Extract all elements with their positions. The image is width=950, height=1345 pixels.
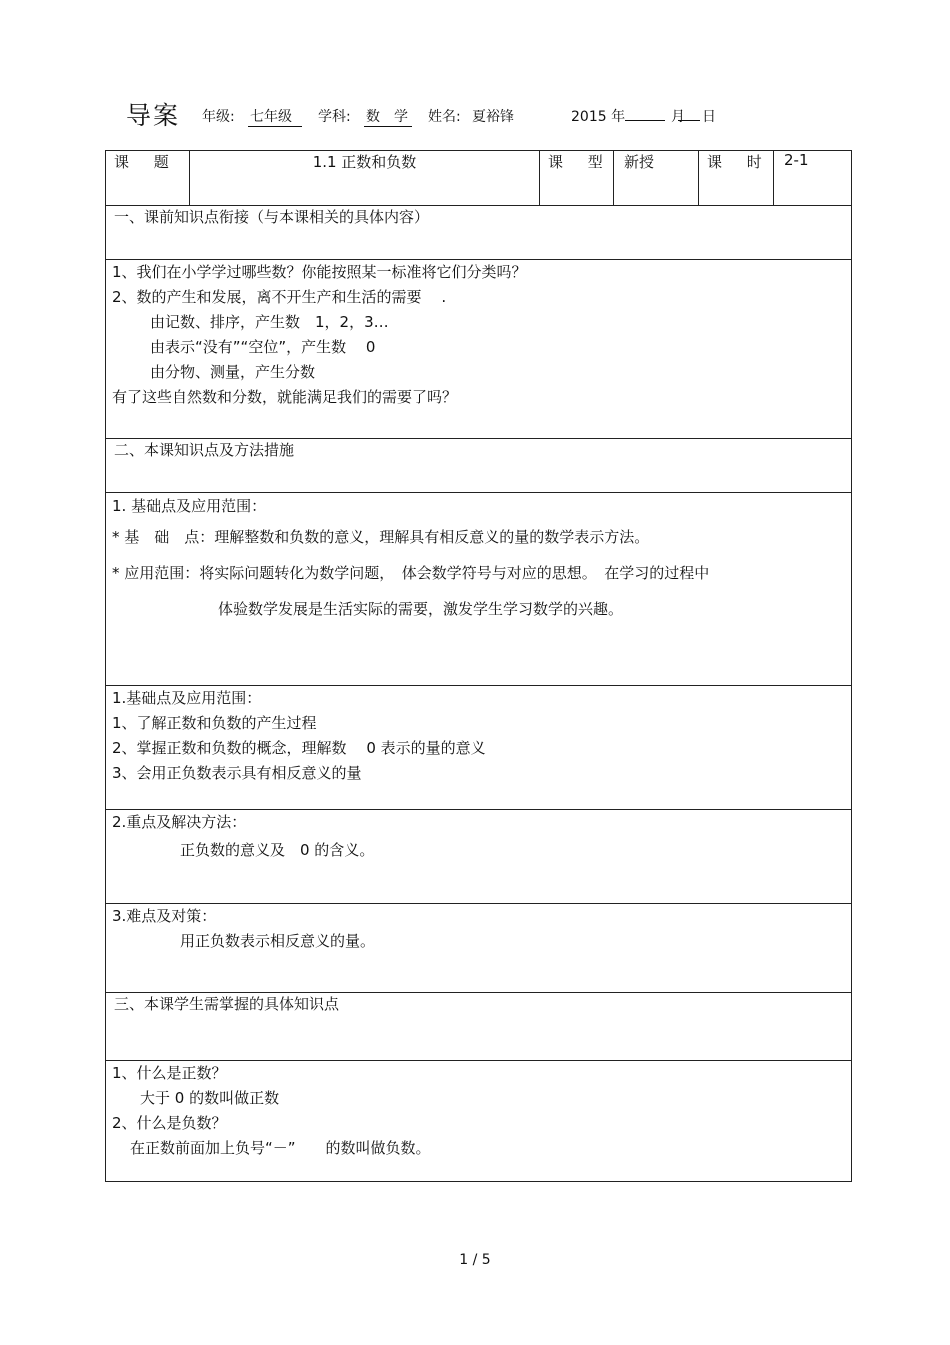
section2-title-row <box>106 439 852 493</box>
key-point-content <box>106 810 852 904</box>
lesson-info-row <box>106 151 852 206</box>
document-header <box>126 94 846 134</box>
question-1: 1、什么是正数？ <box>112 1064 227 1082</box>
section1-line-1: 1、我们在小学学过哪些数？你能按照某一标准将它们分类吗？ <box>112 263 527 281</box>
basic-scope-1: * 应用范围：将实际问题转化为数学问题， 体会数学符号与对应的思想。 在学习的过程中 <box>112 564 710 582</box>
grade-label: 年级: <box>202 109 235 125</box>
month-blank <box>625 106 665 121</box>
key-heading: 2.重点及解决方法： <box>112 813 247 831</box>
basic-point-content <box>106 493 852 686</box>
grade-value: 七年级 <box>248 106 302 127</box>
day-text: 日 <box>702 109 716 125</box>
page-number: 1 / 5 <box>459 1252 491 1268</box>
type-value: 新授 <box>614 151 699 206</box>
section1-title-row <box>106 206 852 260</box>
section1-content-row <box>106 260 852 439</box>
section3-content <box>106 1061 852 1182</box>
key-point-row <box>106 810 852 904</box>
goals-content <box>106 686 852 810</box>
answer-2: 在正数前面加上负号“－” 的数叫做负数。 <box>130 1139 431 1157</box>
goals-heading: 1.基础点及应用范围： <box>112 689 262 707</box>
section3-title-row <box>106 993 852 1061</box>
section3-content-row <box>106 1061 852 1182</box>
doc-title: 导案 <box>126 101 181 130</box>
section1-line-6: 有了这些自然数和分数，就能满足我们的需要了吗？ <box>112 388 458 406</box>
section3-title: 三、本课学生需掌握的具体知识点 <box>106 993 852 1061</box>
hours-label: 课 时 <box>699 151 774 206</box>
difficulty-text: 用正负数表示相反意义的量。 <box>180 932 376 950</box>
name-value: 夏裕锋 <box>472 109 514 125</box>
day-blank <box>678 106 700 121</box>
difficulty-heading: 3.难点及对策： <box>112 907 217 925</box>
month-text: 月 <box>671 109 685 125</box>
year-text: 2015 年 <box>571 109 626 125</box>
goal-item-3: 3、会用正负数表示具有相反意义的量 <box>112 764 362 782</box>
goal-item-2: 2、掌握正数和负数的概念，理解数 0 表示的量的意义 <box>112 739 486 757</box>
basic-point: * 基 础 点：理解整数和负数的意义，理解具有相反意义的量的数学表示方法。 <box>112 528 650 546</box>
section1-line-5: 由分物、测量，产生分数 <box>150 363 316 381</box>
basic-scope-2: 体验数学发展是生活实际的需要，激发学生学习数学的兴趣。 <box>218 600 624 618</box>
topic-value: 1.1 正数和负数 <box>190 151 540 206</box>
goals-row <box>106 686 852 810</box>
lesson-plan-table <box>105 150 852 1182</box>
topic-label: 课 题 <box>106 151 190 206</box>
goal-item-1: 1、了解正数和负数的产生过程 <box>112 714 317 732</box>
section1-line-3: 由记数、排序，产生数 1，2，3… <box>150 313 389 331</box>
difficulty-content <box>106 904 852 993</box>
section1-line-4: 由表示“没有”“空位”，产生数 0 <box>150 338 376 356</box>
section1-title: 一、课前知识点衔接（与本课相关的具体内容） <box>106 206 852 260</box>
answer-1: 大于 0 的数叫做正数 <box>140 1089 280 1107</box>
section1-content <box>106 260 852 439</box>
section1-line-2: 2、数的产生和发展，离不开生产和生活的需要 . <box>112 288 447 306</box>
subject-value: 数 学 <box>364 106 412 127</box>
hours-value: 2-1 <box>774 151 852 206</box>
name-label: 姓名: <box>428 109 461 125</box>
section2-title: 二、本课知识点及方法措施 <box>106 439 852 493</box>
basic-heading: 1. 基础点及应用范围： <box>112 497 267 515</box>
type-label: 课 型 <box>540 151 614 206</box>
difficulty-row <box>106 904 852 993</box>
key-content: 正负数的意义及 0 的含义。 <box>180 841 375 859</box>
question-2: 2、什么是负数？ <box>112 1114 227 1132</box>
basic-point-row <box>106 493 852 686</box>
subject-label: 学科: <box>318 109 351 125</box>
